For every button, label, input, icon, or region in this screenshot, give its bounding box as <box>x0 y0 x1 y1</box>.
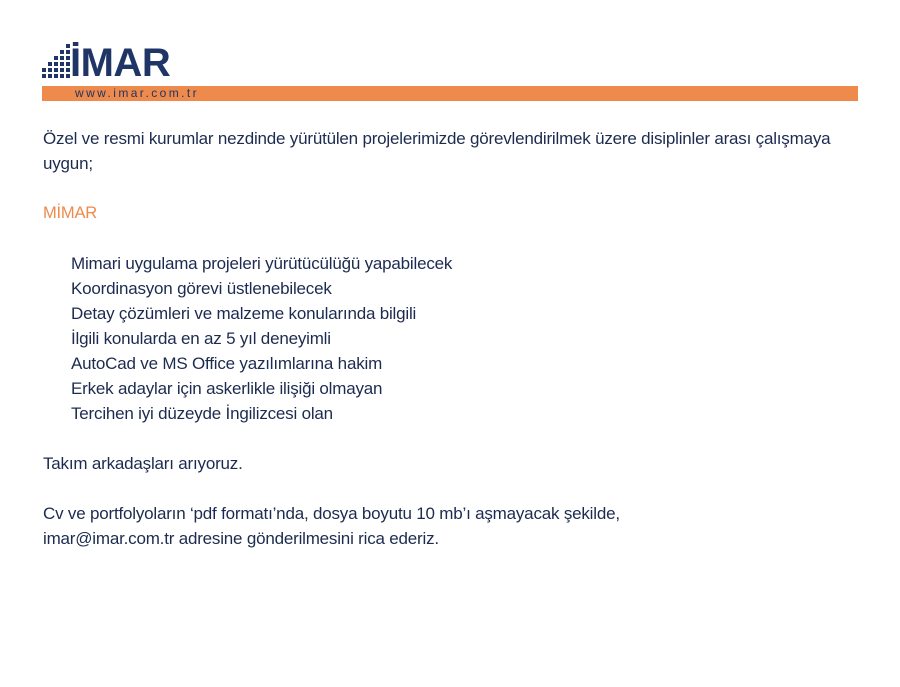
requirements-list <box>43 251 873 426</box>
list-item: Mimari uygulama projeleri yürütücülüğü yapabilecek <box>71 254 453 273</box>
job-posting <box>43 126 873 551</box>
role-title: MİMAR <box>43 204 97 222</box>
list-item: Detay çözümleri ve malzeme konularında bilgili <box>71 304 417 323</box>
team-line: Takım arkadaşları arıyoruz. <box>43 454 243 473</box>
application-line-1: Cv ve portfolyoların ‘pdf formatı’nda, dosya boyutu 10 mb’ı aşmayacak şekilde, <box>43 504 620 523</box>
application-line-2: imar@imar.com.tr adresine gönderilmesini rica ederiz. <box>43 529 439 548</box>
logo-wordmark: İMAR <box>70 41 171 85</box>
bar-grid-icon <box>42 40 72 84</box>
website-url[interactable]: www.imar.com.tr <box>75 86 200 100</box>
list-item: Tercihen iyi düzeyde İngilizcesi olan <box>71 404 333 423</box>
list-item: Koordinasyon görevi üstlenebilecek <box>71 279 332 298</box>
list-item: İlgili konularda en az 5 yıl deneyimli <box>71 329 331 348</box>
list-item: AutoCad ve MS Office yazılımlarına hakim <box>71 354 383 373</box>
list-item: Erkek adaylar için askerlikle ilişiği olmayan <box>71 379 383 398</box>
company-logo <box>42 40 242 84</box>
intro-text: Özel ve resmi kurumlar nezdinde yürütülen projelerimizde görevlendirilmek üzere disiplinler arası çalışmaya uygun; <box>43 129 831 173</box>
